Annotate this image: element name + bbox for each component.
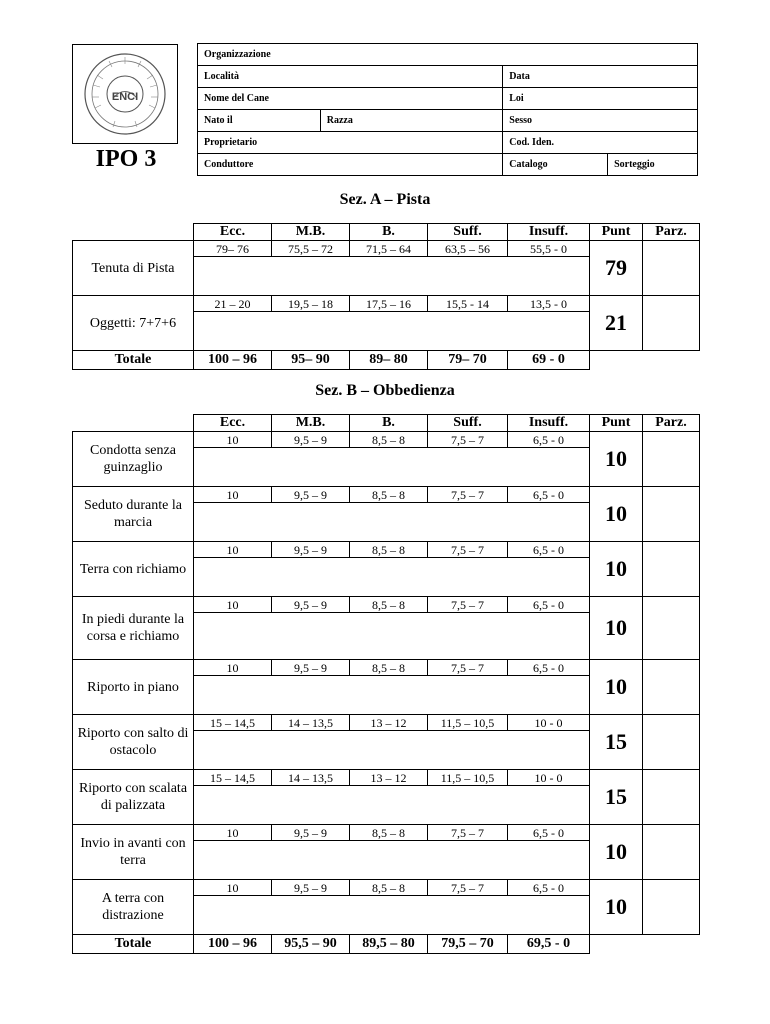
field-sesso[interactable]: Sesso (503, 110, 698, 132)
range-ecc: 79– 76 (194, 241, 272, 257)
range-b: 8,5 – 8 (350, 597, 428, 613)
field-sorteggio[interactable]: Sorteggio (608, 154, 698, 176)
range-ecc: 10 (194, 825, 272, 841)
parz-cell[interactable] (643, 660, 700, 715)
range-suff: 11,5 – 10,5 (428, 715, 508, 731)
points-cell[interactable]: 21 (590, 296, 643, 351)
total-suff: 79,5 – 70 (428, 935, 508, 954)
exercise-label: Riporto con scalata di palizzata (73, 770, 194, 825)
field-cod-iden[interactable]: Cod. Iden. (503, 132, 698, 154)
range-suff: 7,5 – 7 (428, 597, 508, 613)
info-table (197, 43, 698, 176)
col-suff: Suff. (428, 224, 508, 241)
page-title: IPO 3 (95, 146, 157, 172)
score-input-area[interactable] (194, 731, 590, 770)
range-mb: 9,5 – 9 (272, 825, 350, 841)
total-label: Totale (73, 351, 194, 370)
range-mb: 9,5 – 9 (272, 880, 350, 896)
range-mb: 19,5 – 18 (272, 296, 350, 312)
score-input-area[interactable] (194, 841, 590, 880)
section-b-title: Sez. B – Obbedienza (315, 382, 455, 399)
col-punt: Punt (590, 415, 643, 432)
range-mb: 14 – 13,5 (272, 770, 350, 786)
points-cell[interactable]: 10 (590, 597, 643, 660)
range-insuff: 6,5 - 0 (508, 880, 590, 896)
range-mb: 9,5 – 9 (272, 660, 350, 676)
field-nome-cane[interactable]: Nome del Cane (198, 88, 503, 110)
col-mb: M.B. (272, 415, 350, 432)
col-suff: Suff. (428, 415, 508, 432)
exercise-label: Terra con richiamo (73, 542, 194, 597)
col-ecc: Ecc. (194, 415, 272, 432)
section-a-table (72, 223, 700, 370)
total-insuff: 69,5 - 0 (508, 935, 590, 954)
parz-cell[interactable] (643, 597, 700, 660)
parz-cell[interactable] (643, 825, 700, 880)
parz-cell[interactable] (643, 770, 700, 825)
range-mb: 9,5 – 9 (272, 597, 350, 613)
exercise-label: In piedi durante la corsa e richiamo (73, 597, 194, 660)
blank-cell (590, 935, 700, 954)
svg-text:ENCI: ENCI (111, 91, 139, 103)
parz-cell[interactable] (643, 715, 700, 770)
total-b: 89,5 – 80 (350, 935, 428, 954)
range-insuff: 6,5 - 0 (508, 542, 590, 558)
total-mb: 95– 90 (272, 351, 350, 370)
score-input-area[interactable] (194, 676, 590, 715)
range-b: 8,5 – 8 (350, 660, 428, 676)
exercise-label: Riporto in piano (73, 660, 194, 715)
range-ecc: 10 (194, 432, 272, 448)
col-mb: M.B. (272, 224, 350, 241)
range-ecc: 10 (194, 880, 272, 896)
score-input-area[interactable] (194, 503, 590, 542)
parz-cell[interactable] (643, 432, 700, 487)
points-cell[interactable]: 10 (590, 542, 643, 597)
range-suff: 7,5 – 7 (428, 880, 508, 896)
field-nato-il[interactable]: Nato il (198, 110, 321, 132)
range-mb: 9,5 – 9 (272, 487, 350, 503)
field-loi[interactable]: Loi (503, 88, 698, 110)
section-b-table (72, 414, 700, 954)
total-mb: 95,5 – 90 (272, 935, 350, 954)
field-conduttore[interactable]: Conduttore (198, 154, 503, 176)
field-localita[interactable]: Località (198, 66, 503, 88)
points-cell[interactable]: 10 (590, 880, 643, 935)
field-catalogo[interactable]: Catalogo (503, 154, 608, 176)
score-input-area[interactable] (194, 312, 590, 351)
score-input-area[interactable] (194, 613, 590, 660)
range-mb: 9,5 – 9 (272, 432, 350, 448)
score-input-area[interactable] (194, 558, 590, 597)
score-input-area[interactable] (194, 448, 590, 487)
range-b: 8,5 – 8 (350, 542, 428, 558)
total-suff: 79– 70 (428, 351, 508, 370)
range-mb: 14 – 13,5 (272, 715, 350, 731)
field-organizzazione[interactable]: Organizzazione (198, 44, 698, 66)
parz-cell[interactable] (643, 880, 700, 935)
range-insuff: 6,5 - 0 (508, 487, 590, 503)
range-b: 8,5 – 8 (350, 825, 428, 841)
points-cell[interactable]: 10 (590, 432, 643, 487)
range-ecc: 10 (194, 542, 272, 558)
exercise-label: Seduto durante la marcia (73, 487, 194, 542)
col-parz: Parz. (643, 224, 700, 241)
range-b: 13 – 12 (350, 770, 428, 786)
range-suff: 7,5 – 7 (428, 432, 508, 448)
range-insuff: 6,5 - 0 (508, 432, 590, 448)
exercise-label: Oggetti: 7+7+6 (73, 296, 194, 351)
field-proprietario[interactable]: Proprietario (198, 132, 503, 154)
range-insuff: 55,5 - 0 (508, 241, 590, 257)
range-ecc: 15 – 14,5 (194, 715, 272, 731)
section-a-title: Sez. A – Pista (339, 191, 431, 208)
field-razza[interactable]: Razza (320, 110, 503, 132)
logo (72, 44, 178, 144)
range-ecc: 10 (194, 487, 272, 503)
total-label: Totale (73, 935, 194, 954)
range-b: 13 – 12 (350, 715, 428, 731)
col-insuff: Insuff. (508, 415, 590, 432)
exercise-label: Invio in avanti con terra (73, 825, 194, 880)
range-b: 71,5 – 64 (350, 241, 428, 257)
range-suff: 7,5 – 7 (428, 487, 508, 503)
corner-cell (73, 224, 194, 241)
corner-cell (73, 415, 194, 432)
points-cell[interactable]: 10 (590, 487, 643, 542)
parz-cell[interactable] (643, 241, 700, 296)
range-suff: 7,5 – 7 (428, 660, 508, 676)
range-b: 17,5 – 16 (350, 296, 428, 312)
points-cell[interactable]: 15 (590, 770, 643, 825)
range-insuff: 6,5 - 0 (508, 597, 590, 613)
range-insuff: 10 - 0 (508, 715, 590, 731)
range-insuff: 10 - 0 (508, 770, 590, 786)
col-parz: Parz. (643, 415, 700, 432)
range-ecc: 21 – 20 (194, 296, 272, 312)
points-cell[interactable]: 10 (590, 825, 643, 880)
blank-cell (590, 351, 700, 370)
range-b: 8,5 – 8 (350, 880, 428, 896)
col-insuff: Insuff. (508, 224, 590, 241)
range-suff: 11,5 – 10,5 (428, 770, 508, 786)
range-b: 8,5 – 8 (350, 487, 428, 503)
range-ecc: 10 (194, 660, 272, 676)
score-input-area[interactable] (194, 257, 590, 296)
range-suff: 7,5 – 7 (428, 542, 508, 558)
range-b: 8,5 – 8 (350, 432, 428, 448)
exercise-label: A terra con distrazione (73, 880, 194, 935)
field-data[interactable]: Data (503, 66, 698, 88)
col-ecc: Ecc. (194, 224, 272, 241)
range-suff: 15,5 - 14 (428, 296, 508, 312)
total-insuff: 69 - 0 (508, 351, 590, 370)
range-mb: 75,5 – 72 (272, 241, 350, 257)
col-punt: Punt (590, 224, 643, 241)
col-b: B. (350, 415, 428, 432)
parz-cell[interactable] (643, 296, 700, 351)
total-b: 89– 80 (350, 351, 428, 370)
exercise-label: Riporto con salto di ostacolo (73, 715, 194, 770)
range-insuff: 13,5 - 0 (508, 296, 590, 312)
points-cell[interactable]: 79 (590, 241, 643, 296)
enci-seal-icon (73, 45, 176, 142)
score-input-area[interactable] (194, 896, 590, 935)
parz-cell[interactable] (643, 487, 700, 542)
exercise-label: Condotta senza guinzaglio (73, 432, 194, 487)
range-insuff: 6,5 - 0 (508, 660, 590, 676)
range-insuff: 6,5 - 0 (508, 825, 590, 841)
range-mb: 9,5 – 9 (272, 542, 350, 558)
col-b: B. (350, 224, 428, 241)
range-suff: 7,5 – 7 (428, 825, 508, 841)
parz-cell[interactable] (643, 542, 700, 597)
points-cell[interactable]: 15 (590, 715, 643, 770)
total-ecc: 100 – 96 (194, 351, 272, 370)
score-input-area[interactable] (194, 786, 590, 825)
total-ecc: 100 – 96 (194, 935, 272, 954)
range-ecc: 10 (194, 597, 272, 613)
exercise-label: Tenuta di Pista (73, 241, 194, 296)
range-suff: 63,5 – 56 (428, 241, 508, 257)
points-cell[interactable]: 10 (590, 660, 643, 715)
range-ecc: 15 – 14,5 (194, 770, 272, 786)
